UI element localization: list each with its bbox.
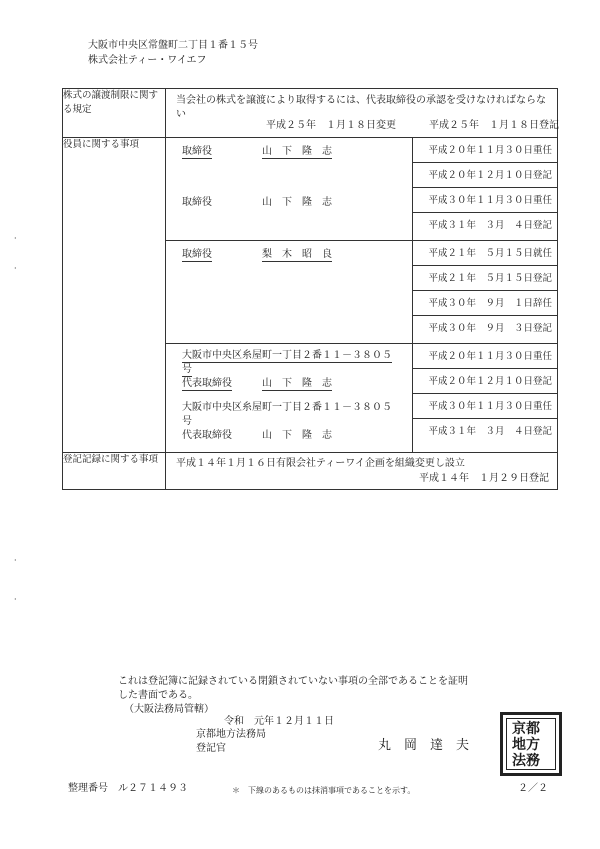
official-seal-icon xyxy=(500,712,562,776)
share-transfer-registered-date: 平成２５年 １月１８日登記 xyxy=(429,120,559,131)
representative-address: 大阪市中央区糸屋町一丁目２番１１－３８０５ xyxy=(182,402,392,413)
officer-date: 平成２０年１２月１０日登記 xyxy=(412,369,557,394)
margin-dot: · xyxy=(14,556,17,565)
seal-glyph: 法務 xyxy=(512,753,540,769)
officer-date: 平成３０年 ９月 １日辞任 xyxy=(412,291,557,316)
registry-table xyxy=(62,88,558,490)
officer-role: 取締役 xyxy=(182,146,212,157)
officer-date: 平成３１年 ３月 ４日登記 xyxy=(412,213,557,240)
share-transfer-row xyxy=(63,89,558,138)
certification-jurisdiction: （大阪法務局管轄） xyxy=(124,704,214,715)
officers-heading: 役員に関する事項 xyxy=(63,138,166,453)
registry-record-row xyxy=(63,453,558,490)
certification-line-2: した書面である。 xyxy=(118,690,198,701)
representative-address-suffix: 号 xyxy=(182,416,192,427)
reference-label: 整理番号 xyxy=(68,783,108,794)
margin-dot: · xyxy=(14,234,17,243)
officer-name: 梨 木 昭 良 xyxy=(262,249,332,260)
officers-body xyxy=(166,138,558,453)
representative-name: 山 下 隆 志 xyxy=(262,430,332,441)
seal-glyph: 地方 xyxy=(512,737,540,753)
share-transfer-change-date: 平成２５年 １月１８日変更 xyxy=(266,120,396,131)
share-transfer-text: 当会社の株式を譲渡により取得するには、代表取締役の承認を受けなければならない xyxy=(176,95,546,120)
officer-role: 取締役 xyxy=(182,249,212,260)
officer-date: 平成３１年 ３月 ４日登記 xyxy=(412,419,557,452)
officer-name: 山 下 隆 志 xyxy=(262,197,332,208)
officer-date: 平成３０年１１月３０日重任 xyxy=(412,394,557,419)
officer-role: 取締役 xyxy=(182,197,212,208)
margin-dot: · xyxy=(14,595,17,604)
officer-name: 山 下 隆 志 xyxy=(262,146,332,157)
representative-role: 代表取締役 xyxy=(182,430,232,441)
certification-line-1: これは登記簿に記録されている閉鎖されていない事項の全部であることを証明 xyxy=(118,676,468,687)
officer-date: 平成３０年 ９月 ３日登記 xyxy=(412,316,557,343)
representative-name: 山 下 隆 志 xyxy=(262,378,332,389)
company-address: 大阪市中央区常盤町二丁目１番１５号 xyxy=(88,40,258,51)
registry-record-heading: 登記記録に関する事項 xyxy=(63,453,166,490)
registry-record-date: 平成１４年 １月２９日登記 xyxy=(419,473,549,484)
officer-date: 平成２０年１１月３０日重任 xyxy=(412,138,557,163)
officer-block-1 xyxy=(166,138,557,241)
registry-record-text: 平成１４年１月１６日有限会社ティーワイ企画を組織変更し設立 xyxy=(176,458,465,469)
seal-glyph: 京都 xyxy=(512,721,540,737)
margin-dot: · xyxy=(14,264,17,273)
officer-date: 平成３０年１１月３０日重任 xyxy=(412,188,557,213)
representative-address-suffix: 号 xyxy=(182,364,192,375)
registrar-name: 丸 岡 達 夫 xyxy=(378,738,470,753)
representative-address: 大阪市中央区糸屋町一丁目２番１１－３８０５ xyxy=(182,350,392,361)
registrar-title: 登記官 xyxy=(196,743,226,754)
officer-block-3 xyxy=(166,344,557,452)
officers-row xyxy=(63,138,558,453)
share-transfer-heading: 株式の譲渡制限に関する規定 xyxy=(63,89,166,138)
registry-office: 京都地方法務局 xyxy=(196,729,266,740)
officer-date: 平成２１年 ５月１５日就任 xyxy=(412,241,557,266)
certification-date: 令和 元年１２月１１日 xyxy=(224,716,334,727)
share-transfer-body xyxy=(166,89,558,138)
officer-date: 平成２１年 ５月１５日登記 xyxy=(412,266,557,291)
officer-date: 平成２０年１２月１０日登記 xyxy=(412,163,557,188)
strikethrough-note: ＊ 下線のあるものは抹消事項であることを示す。 xyxy=(232,786,416,795)
company-name: 株式会社ティー・ワイエフ xyxy=(88,55,207,66)
registry-record-body xyxy=(166,453,558,490)
reference-number: ル２７１４９３ xyxy=(118,783,188,794)
page-number: ２／２ xyxy=(518,783,548,794)
officer-date: 平成２０年１１月３０日重任 xyxy=(412,344,557,369)
representative-role: 代表取締役 xyxy=(182,378,232,389)
officer-block-2 xyxy=(166,241,557,344)
